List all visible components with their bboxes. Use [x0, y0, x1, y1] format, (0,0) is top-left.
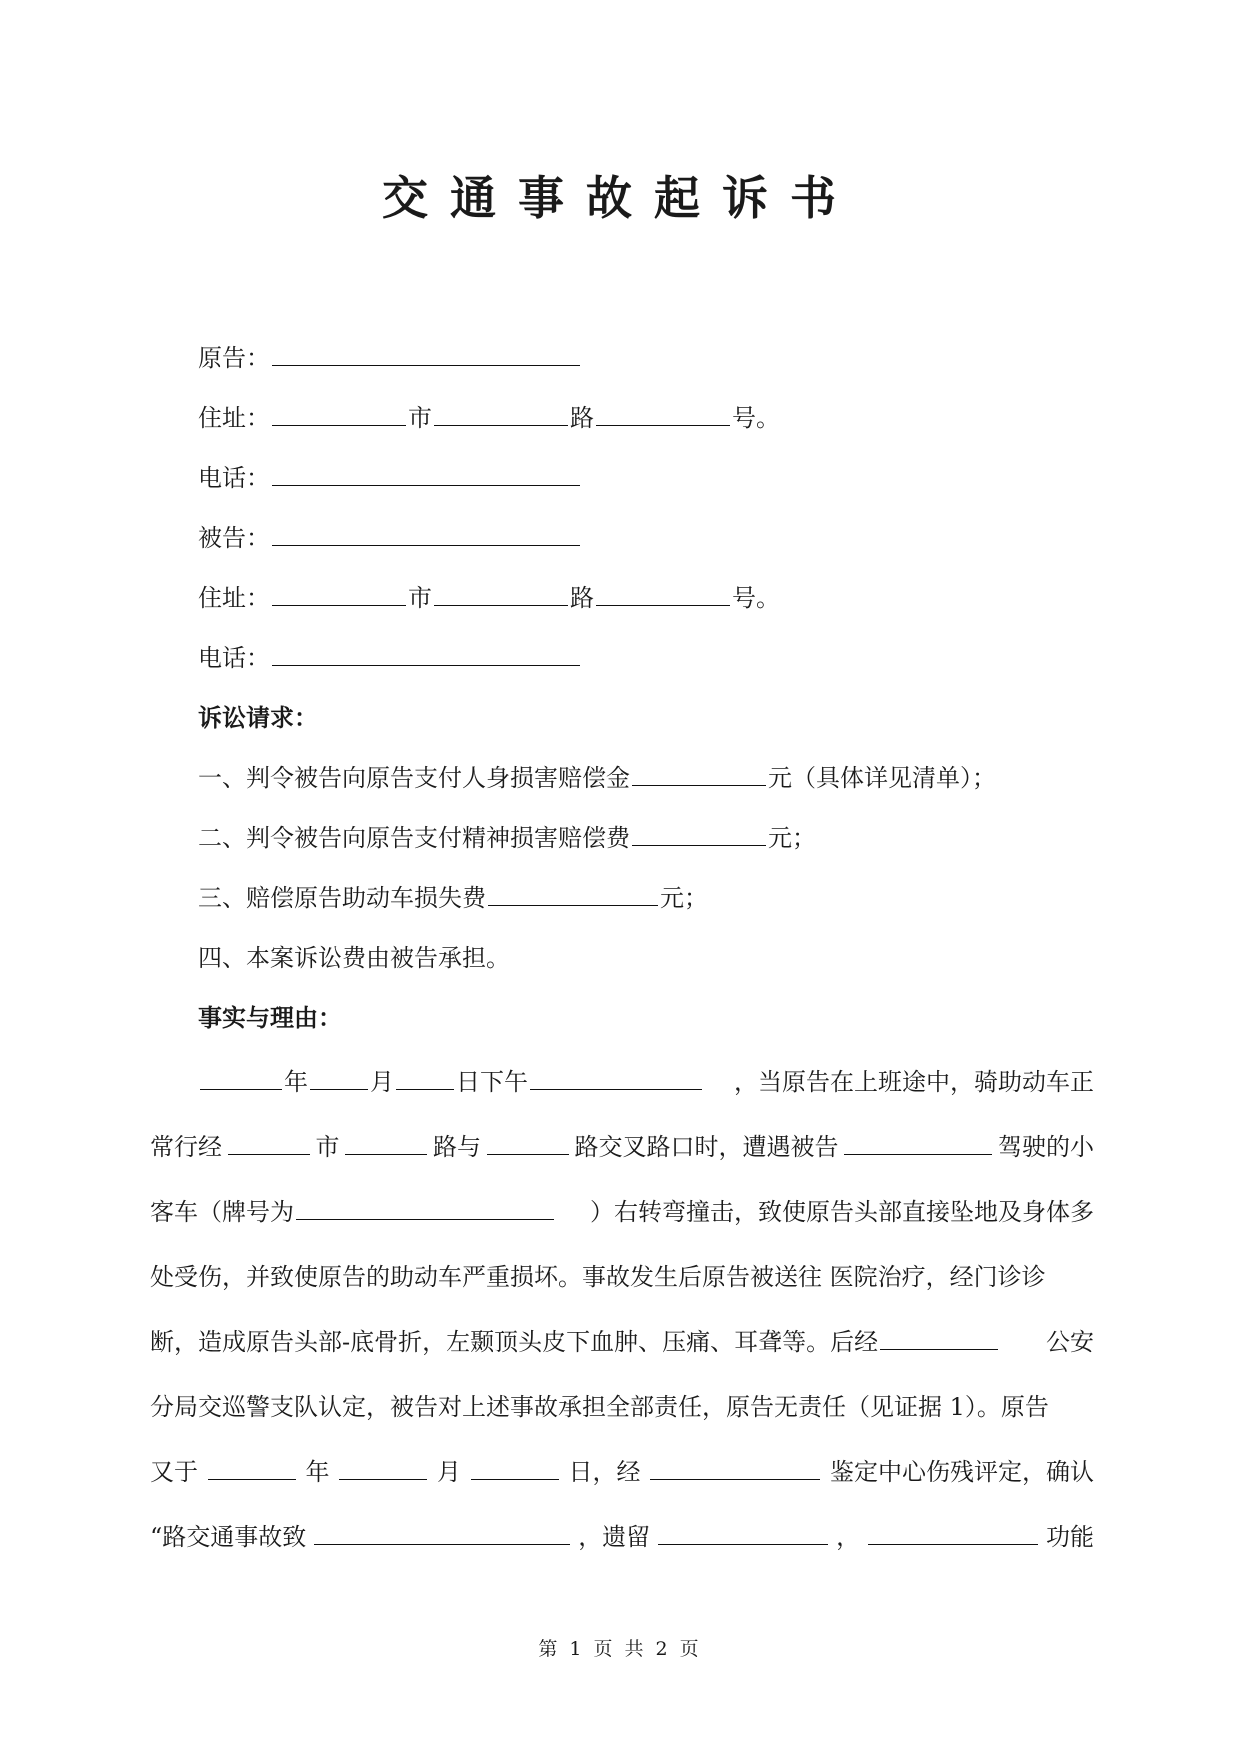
- claim-1-suffix: 元（具体详见清单）；: [768, 764, 996, 792]
- claim-3-text: 三、赔偿原告助动车损失费: [198, 884, 486, 912]
- year-blank[interactable]: [208, 1455, 296, 1480]
- cross-road-blank[interactable]: [487, 1130, 569, 1155]
- claim-2-text: 二、判令被告向原告支付精神损害赔偿费: [198, 824, 630, 852]
- claim-2: [198, 821, 816, 855]
- facts-text: 客车（牌号为: [150, 1198, 294, 1226]
- city-text: 市: [408, 584, 432, 612]
- claim-4: 四、本案诉讼费由被告承担。: [198, 944, 510, 972]
- year-text: 年: [284, 1068, 308, 1096]
- injury-blank[interactable]: [314, 1520, 570, 1545]
- plaintiff-address-line: [198, 401, 780, 435]
- facts-text: 年: [305, 1458, 330, 1486]
- number-text: 号。: [732, 404, 780, 432]
- facts-text: 断，造成原告头部-底骨折，左颞顶头皮下血肿、压痛、耳聋等。后经: [150, 1328, 879, 1356]
- function-blank[interactable]: [868, 1520, 1038, 1545]
- facts-text: 公安: [1046, 1328, 1094, 1356]
- appraisal-center-blank[interactable]: [650, 1455, 820, 1480]
- facts-text: ）右转弯撞击，致使原告头部直接坠地及身体多: [590, 1198, 1094, 1226]
- page-footer: 第 1 页 共 2 页: [538, 1638, 702, 1660]
- defendant-address-line: [198, 581, 780, 615]
- facts-text: 市: [315, 1133, 340, 1161]
- facts-line-3: [150, 1195, 1094, 1229]
- plaintiff-blank[interactable]: [272, 341, 580, 366]
- facts-text: 鉴定中心伤残评定，确认: [830, 1458, 1094, 1486]
- facts-text: 驾驶的小: [998, 1133, 1094, 1161]
- claim-1-text: 一、判令被告向原告支付人身损害赔偿金: [198, 764, 630, 792]
- day-blank[interactable]: [471, 1455, 559, 1480]
- claim-1-amount-blank[interactable]: [632, 761, 766, 786]
- facts-heading: 事实与理由：: [198, 1003, 342, 1032]
- defendant-line: [198, 521, 582, 555]
- claim-2-amount-blank[interactable]: [632, 821, 766, 846]
- facts-line-8: [150, 1520, 1094, 1554]
- facts-text: 功能: [1046, 1523, 1094, 1551]
- facts-line-7: [150, 1455, 1094, 1489]
- facts-text: ，: [836, 1523, 861, 1551]
- facts-text: 路交叉路口时，遭遇被告: [574, 1133, 839, 1161]
- facts-text: 月: [437, 1458, 461, 1486]
- city-text: 市: [408, 404, 432, 432]
- address-label: 住址：: [198, 404, 270, 432]
- facts-text: 常行经: [150, 1133, 222, 1161]
- defendant-name-blank[interactable]: [844, 1130, 992, 1155]
- number-blank[interactable]: [596, 401, 730, 426]
- day-blank[interactable]: [396, 1065, 454, 1090]
- claim-3-amount-blank[interactable]: [488, 881, 658, 906]
- address-label: 住址：: [198, 584, 270, 612]
- claim-2-suffix: 元；: [768, 824, 816, 852]
- month-blank[interactable]: [310, 1065, 368, 1090]
- road-blank[interactable]: [434, 401, 568, 426]
- plaintiff-line: [198, 341, 582, 375]
- time-blank[interactable]: [530, 1065, 702, 1090]
- facts-line-1: [198, 1065, 1094, 1099]
- defendant-blank[interactable]: [272, 521, 580, 546]
- defendant-phone-line: [198, 641, 582, 675]
- month-text: 月: [370, 1068, 394, 1096]
- phone-blank[interactable]: [272, 641, 580, 666]
- sequela-blank[interactable]: [658, 1520, 828, 1545]
- phone-blank[interactable]: [272, 461, 580, 486]
- facts-text: “路交通事故致: [150, 1523, 307, 1551]
- city-blank[interactable]: [272, 581, 406, 606]
- plaintiff-phone-line: [198, 461, 582, 495]
- city-blank[interactable]: [272, 401, 406, 426]
- facts-line-4: [150, 1260, 1094, 1294]
- claim-3-suffix: 元；: [660, 884, 708, 912]
- year-blank[interactable]: [200, 1065, 282, 1090]
- police-branch-blank[interactable]: [880, 1325, 998, 1350]
- road-text: 路: [570, 584, 594, 612]
- road-blank[interactable]: [345, 1130, 427, 1155]
- claims-heading: 诉讼请求：: [198, 703, 318, 732]
- facts-line-6: [150, 1390, 1094, 1424]
- claim-3: [198, 881, 708, 915]
- month-blank[interactable]: [339, 1455, 427, 1480]
- facts-text: 日，经: [568, 1458, 641, 1486]
- facts-text: ，遗留: [578, 1523, 651, 1551]
- document-title: 交通事故起诉书: [382, 171, 858, 225]
- facts-line-2: [150, 1130, 1094, 1164]
- number-text: 号。: [732, 584, 780, 612]
- city-blank[interactable]: [228, 1130, 310, 1155]
- day-text: 日下午: [456, 1068, 528, 1096]
- facts-text: 分局交巡警支队认定，被告对上述事故承担全部责任，原告无责任（见证据 1）。原告: [150, 1393, 1049, 1421]
- facts-line-5: [150, 1325, 1094, 1359]
- number-blank[interactable]: [596, 581, 730, 606]
- facts-text: 路与: [433, 1133, 481, 1161]
- phone-label: 电话：: [198, 464, 270, 492]
- facts-text: 又于: [150, 1458, 198, 1486]
- plaintiff-label: 原告：: [198, 344, 270, 372]
- claim-1: [198, 761, 996, 795]
- road-blank[interactable]: [434, 581, 568, 606]
- defendant-label: 被告：: [198, 524, 270, 552]
- road-text: 路: [570, 404, 594, 432]
- facts-line-1-tail: ，当原告在上班途中，骑助动车正: [734, 1068, 1094, 1096]
- phone-label: 电话：: [198, 644, 270, 672]
- facts-text: 处受伤，并致使原告的助动车严重损坏。事故发生后原告被送往 医院治疗，经门诊诊: [150, 1263, 1046, 1291]
- plate-number-blank[interactable]: [296, 1195, 554, 1220]
